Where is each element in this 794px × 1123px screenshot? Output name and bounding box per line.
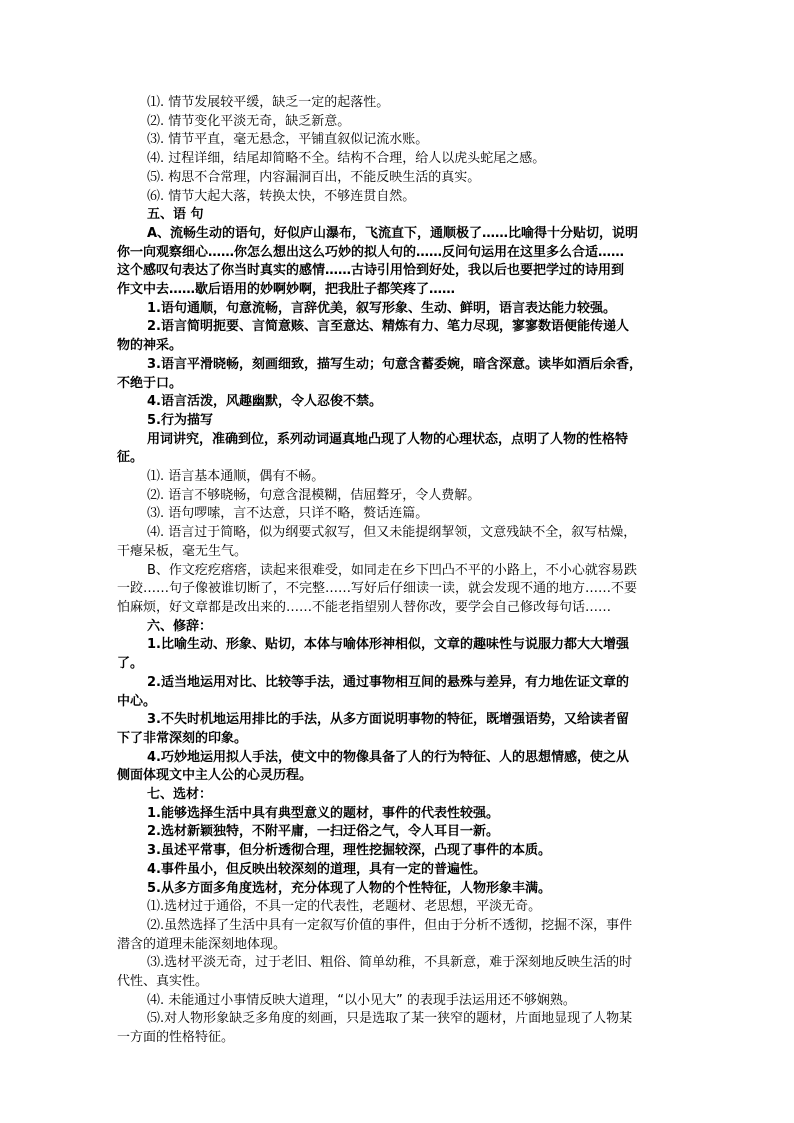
list-item: 2.选材新颖独特，不附平庸，一扫迂俗之气，令人耳目一新。: [147, 824, 499, 840]
list-item: ⑷. 过程详细，结尾却简略不全。结构不合理，给人以虎头蛇尾之感。: [147, 151, 546, 167]
section-heading: 七、选材：: [147, 787, 213, 803]
paragraph-line: 用词讲究，准确到位，系列动词逼真地凸现了人物的心理状态，点明了人物的性格特: [147, 431, 629, 447]
list-item: 3.语言平滑晓畅，刻画细致，描写生动；句意含蓄委婉，暗含深意。读毕如酒后余香，: [147, 356, 642, 372]
list-item: 1.能够选择生活中具有典型意义的题材，事件的代表性较强。: [147, 805, 499, 821]
list-item: ⑹. 情节大起大落，转换太快，不够连贯自然。: [147, 188, 416, 204]
list-item: 4.语言活泼，风趣幽默，令人忍俊不禁。: [147, 394, 382, 410]
list-item: ⑷. 语言过于简略，似为纲要式叙写，但又未能提纲挈领，文意残缺不全，叙写枯燥，: [147, 525, 637, 541]
list-item: ⑷. 未能通过小事情反映大道理，“以小见大” 的表现手法运用还不够娴熟。: [147, 992, 576, 1008]
section-heading: 六、修辞：: [147, 618, 213, 634]
list-item: 4.事件虽小，但反映出较深刻的道理，具有一定的普遍性。: [147, 861, 486, 877]
list-item: ⑸.对人物形象缺乏多角度的刻画，只是选取了某一狭窄的题材，片面地显现了人物某: [147, 1011, 633, 1027]
list-item: 4.巧妙地运用拟人手法，使文中的物像具备了人的行为特征、人的思想情感，使之从: [147, 749, 629, 765]
list-item: ⑶. 情节平直，毫无悬念，平铺直叙似记流水账。: [147, 132, 429, 148]
list-item-continued: 不绝于口。: [117, 375, 183, 391]
list-item: ⑴. 语言基本通顺，偶有不畅。: [147, 469, 325, 485]
list-item: 1.比喻生动、形象、贴切，本体与喻体形神相似，文章的趣味性与说服力都大大增强: [147, 637, 629, 653]
list-item: ⑵. 情节变化平淡无奇，缺乏新意。: [147, 113, 351, 129]
list-item: ⑵.虽然选择了生活中具有一定叙写价值的事件，但由于分析不透彻，挖掘不深，事件: [147, 917, 633, 933]
paragraph-line: B、作文疙疙瘩瘩，读起来很难受，如同走在乡下凹凸不平的小路上，不小心就容易跌: [147, 562, 637, 578]
list-item: 1.语句通顺，句意流畅，言辞优美，叙写形象、生动、鲜明，语言表达能力较强。: [147, 300, 616, 316]
paragraph-line: 作文中去……歇后语用的妙啊妙啊，把我肚子都笑疼了……: [117, 282, 456, 298]
list-item-continued: 下了非常深刻的印象。: [117, 730, 248, 746]
paragraph-line: 你一向观察细心……你怎么想出这么巧妙的拟人句的……反问句运用在这里多么合适……: [117, 244, 625, 260]
list-item-continued: 潜含的道理未能深刻地体现。: [117, 936, 287, 952]
list-item: 2.语言简明扼要、言简意赅、言至意达、精炼有力、笔力尽现，寥寥数语便能传递人: [147, 319, 629, 335]
list-item-continued: 一方面的性格特征。: [117, 1030, 235, 1046]
paragraph-line: 一跤……句子像被谁切断了，不完整……写好后仔细读一读，就会发现不通的地方……不要: [117, 581, 638, 597]
list-item: 3.虽述平常事，但分析透彻合理，理性挖掘较深，凸现了事件的本质。: [147, 843, 551, 859]
list-item: 2.适当地运用对比、比较等手法，通过事物相互间的悬殊与差异，有力地佐证文章的: [147, 674, 629, 690]
list-item-continued: 干瘪呆板，毫无生气。: [117, 543, 248, 559]
list-item: 5.从多方面多角度选材，充分体现了人物的个性特征，人物形象丰满。: [147, 880, 551, 896]
paragraph-line: 这个感叹句表达了你当时真实的感情……古诗引用恰到好处，我以后也要把学过的诗用到: [117, 263, 625, 279]
list-item: ⑴. 情节发展较平缓，缺乏一定的起落性。: [147, 95, 390, 110]
list-item: 3.不失时机地运用排比的手法，从多方面说明事物的特征，既增强语势，又给读者留: [147, 712, 629, 728]
section-heading: 五、语 句: [147, 207, 204, 223]
document-page: [117, 94, 679, 1048]
sub-heading: 5.行为描写: [147, 412, 213, 428]
list-item-continued: 物的神采。: [117, 338, 183, 354]
list-item: ⑵. 语言不够晓畅，句意含混模糊，佶屈聱牙，令人费解。: [147, 487, 481, 503]
list-item-continued: 代性、真实性。: [117, 974, 209, 990]
paragraph-line: A、流畅生动的语句，好似庐山瀑布，飞流直下，通顺极了……比喻得十分贴切，说明: [147, 225, 639, 241]
paragraph-line: 征。: [117, 450, 144, 466]
list-item: ⑶. 语句啰嗦，言不达意，只详不略，赘话连篇。: [147, 506, 429, 522]
list-item-continued: 了。: [117, 656, 144, 672]
list-item-continued: 中心。: [117, 693, 157, 709]
paragraph-line: 怕麻烦，好文章都是改出来的……不能老指望别人替你改，要学会自己修改每句话……: [117, 599, 612, 615]
list-item: ⑴.选材过于通俗，不具一定的代表性，老题材、老思想，平淡无奇。: [147, 899, 542, 915]
list-item-continued: 侧面体现文中主人公的心灵历程。: [117, 768, 313, 784]
list-item: ⑸. 构思不合常理，内容漏洞百出，不能反映生活的真实。: [147, 169, 481, 185]
list-item: ⑶.选材平淡无奇，过于老旧、粗俗、简单幼稚，不具新意，难于深刻地反映生活的时: [147, 955, 633, 971]
